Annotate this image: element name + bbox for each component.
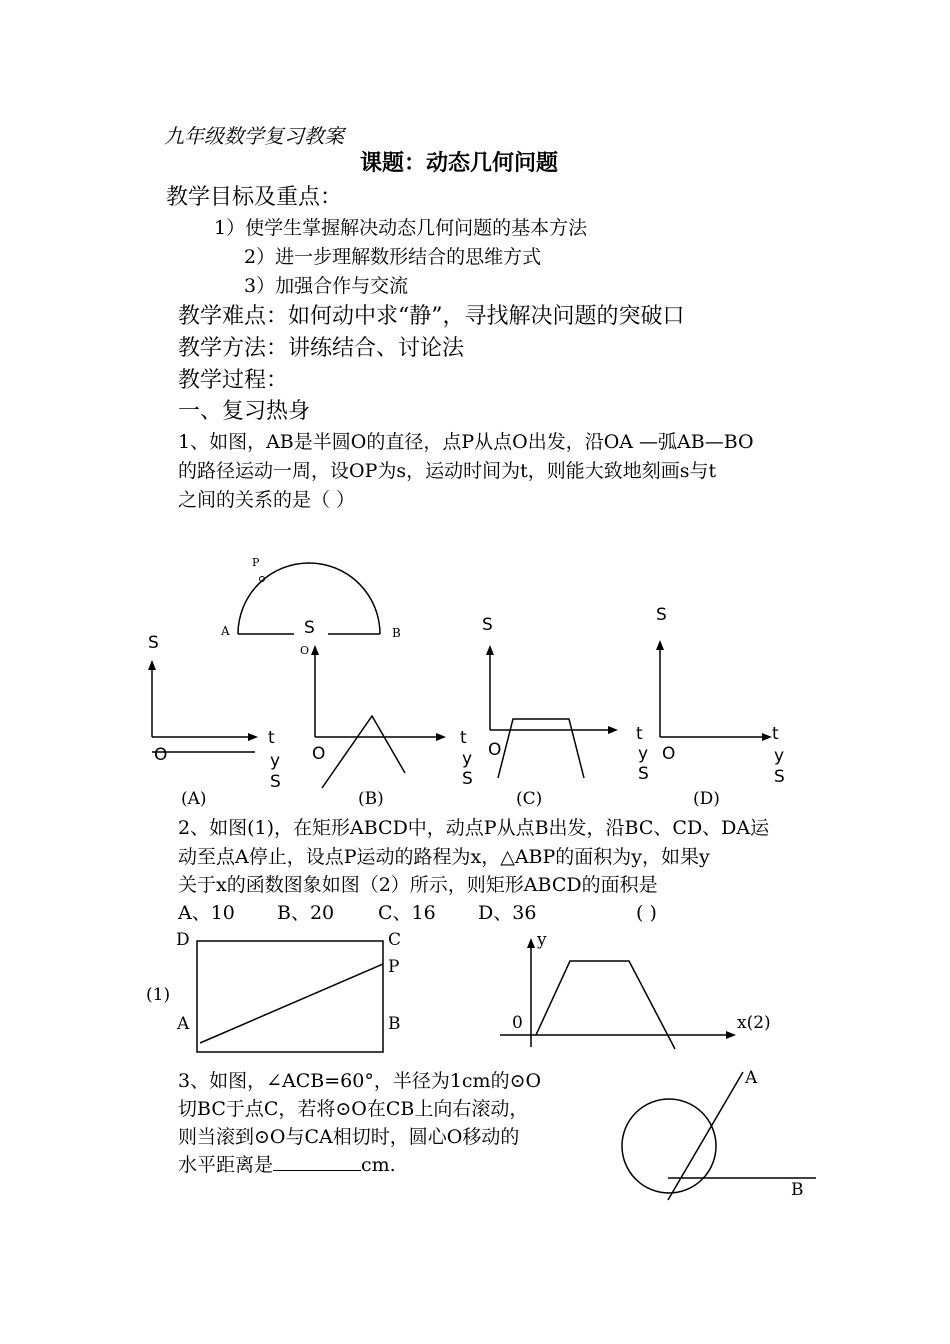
fig2-x-arrow	[726, 1031, 736, 1039]
graph-a-s2-label: S	[270, 772, 281, 792]
page-title: 课题：动态几何问题	[360, 151, 559, 176]
graph-c-s-label: S	[482, 615, 493, 635]
graph-d-s2-label: S	[774, 767, 785, 787]
graph-c-s2-label: S	[638, 764, 649, 784]
q2-answer-paren: ( )	[636, 902, 657, 924]
segment-ap	[200, 964, 383, 1043]
fig1-label-p: P	[388, 957, 400, 977]
graph-b-s-label: S	[304, 618, 315, 638]
label-p: P	[252, 556, 260, 569]
q3-line-4	[178, 1151, 396, 1179]
q1-line-1: 1、如图，AB是半圆O的直径，点P从点O出发，沿OA —弧AB—BO	[178, 431, 754, 453]
option-d-label: (D)	[693, 789, 720, 809]
graph-c-y-label: y	[638, 744, 649, 764]
q2-choice-a: A、10	[178, 902, 235, 924]
answer-blank[interactable]	[273, 1152, 361, 1171]
document-header: 九年级数学复习教案	[164, 124, 344, 148]
fig2-x-label: x(2)	[737, 1013, 771, 1033]
graph-d-t-label: t	[772, 724, 779, 744]
q2-choice-d: D、36	[478, 902, 537, 924]
label-b: B	[392, 626, 401, 640]
fig2-y-arrow	[527, 938, 535, 948]
rectangle-abcd	[197, 941, 383, 1052]
q3-label-b: B	[791, 1180, 804, 1200]
goal-1: 1）使学生掌握解决动态几何问题的基本方法	[214, 217, 588, 239]
graph-b-s2-label: S	[462, 769, 473, 789]
graph-c-o-label: O	[488, 740, 502, 760]
graph-b-x-arrow	[436, 733, 446, 741]
fig2-trapezoid	[536, 961, 675, 1049]
graph-d-y-label: y	[774, 746, 785, 766]
fig1-caption: (1)	[146, 985, 171, 1005]
q2-line-3: 关于x的函数图象如图（2）所示，则矩形ABCD的面积是	[178, 874, 658, 896]
fig2-origin-label: 0	[512, 1013, 523, 1033]
option-a-label: (A)	[181, 789, 207, 809]
fig1-label-a: A	[177, 1014, 190, 1034]
q2-line-1: 2、如图(1)，在矩形ABCD中，动点P从点B出发，沿BC、CD、DA运	[178, 817, 770, 839]
graph-a-y-label: y	[270, 751, 281, 771]
q3-last-suffix: cm.	[361, 1154, 396, 1176]
graph-c-y-arrow	[486, 645, 494, 655]
teaching-difficulty: 教学难点：如何动中求“静”，寻找解决问题的突破口	[178, 304, 685, 329]
q3-line-1: 3、如图，∠ACB=60°，半径为1cm的⊙O	[178, 1070, 542, 1092]
q3-line-3: 则当滚到⊙O与CA相切时，圆心O移动的	[178, 1126, 520, 1148]
graph-d-x-arrow	[762, 733, 772, 741]
option-b-label: (B)	[358, 789, 384, 809]
graph-d-s-label: S	[656, 605, 667, 625]
graph-d-o-label: O	[662, 744, 676, 764]
graph-a-o-label: O	[154, 745, 168, 765]
graph-c-x-arrow	[608, 726, 618, 734]
label-a: A	[221, 624, 230, 638]
q3-line-2: 切BC于点C，若将⊙O在CB上向右滚动，	[178, 1098, 529, 1120]
graph-a-x-arrow	[248, 733, 258, 741]
graph-a-t-label: t	[268, 728, 275, 748]
circle-o	[622, 1099, 716, 1193]
teaching-method: 教学方法：讲练结合、讨论法	[178, 336, 465, 361]
ray-ca	[668, 1072, 743, 1200]
graph-c-t-label: t	[636, 724, 643, 744]
section-1-heading: 一、复习热身	[178, 399, 311, 424]
graph-a-y-arrow	[148, 660, 156, 670]
fig1-label-d: D	[176, 930, 190, 950]
fig1-label-c: C	[388, 930, 402, 950]
q1-line-2: 的路径运动一周，设OP为s，运动时间为t，则能大致地刻画s与t	[178, 460, 717, 482]
goal-2: 2）进一步理解数形结合的思维方式	[244, 246, 542, 268]
option-c-label: (C)	[516, 789, 543, 809]
graph-b-y-label: y	[462, 749, 473, 769]
graph-a-s-label: S	[148, 633, 159, 653]
q2-line-2: 动至点A停止，设点P运动的路程为x，△ABP的面积为y，如果y	[178, 846, 710, 868]
q2-choice-b: B、20	[277, 902, 335, 924]
teaching-process: 教学过程：	[178, 368, 289, 393]
q3-last-prefix: 水平距离是	[178, 1154, 274, 1176]
graph-b-line	[322, 716, 405, 788]
goals-heading: 教学目标及重点：	[166, 185, 343, 210]
fig2-y-label: y	[537, 930, 547, 950]
graph-c-line	[498, 719, 584, 778]
label-o-small: O	[300, 644, 310, 657]
graph-b-t-label: t	[460, 728, 467, 748]
graph-d-y-arrow	[656, 640, 664, 650]
q1-line-3: 之间的关系的是（ ）	[178, 489, 356, 511]
q2-choice-c: C、16	[378, 902, 436, 924]
graph-b-y-arrow	[311, 645, 319, 655]
graph-b-o-label: O	[312, 744, 326, 764]
fig1-label-b: B	[388, 1014, 401, 1034]
q3-label-a: A	[745, 1068, 758, 1088]
goal-3: 3）加强合作与交流	[244, 275, 409, 297]
